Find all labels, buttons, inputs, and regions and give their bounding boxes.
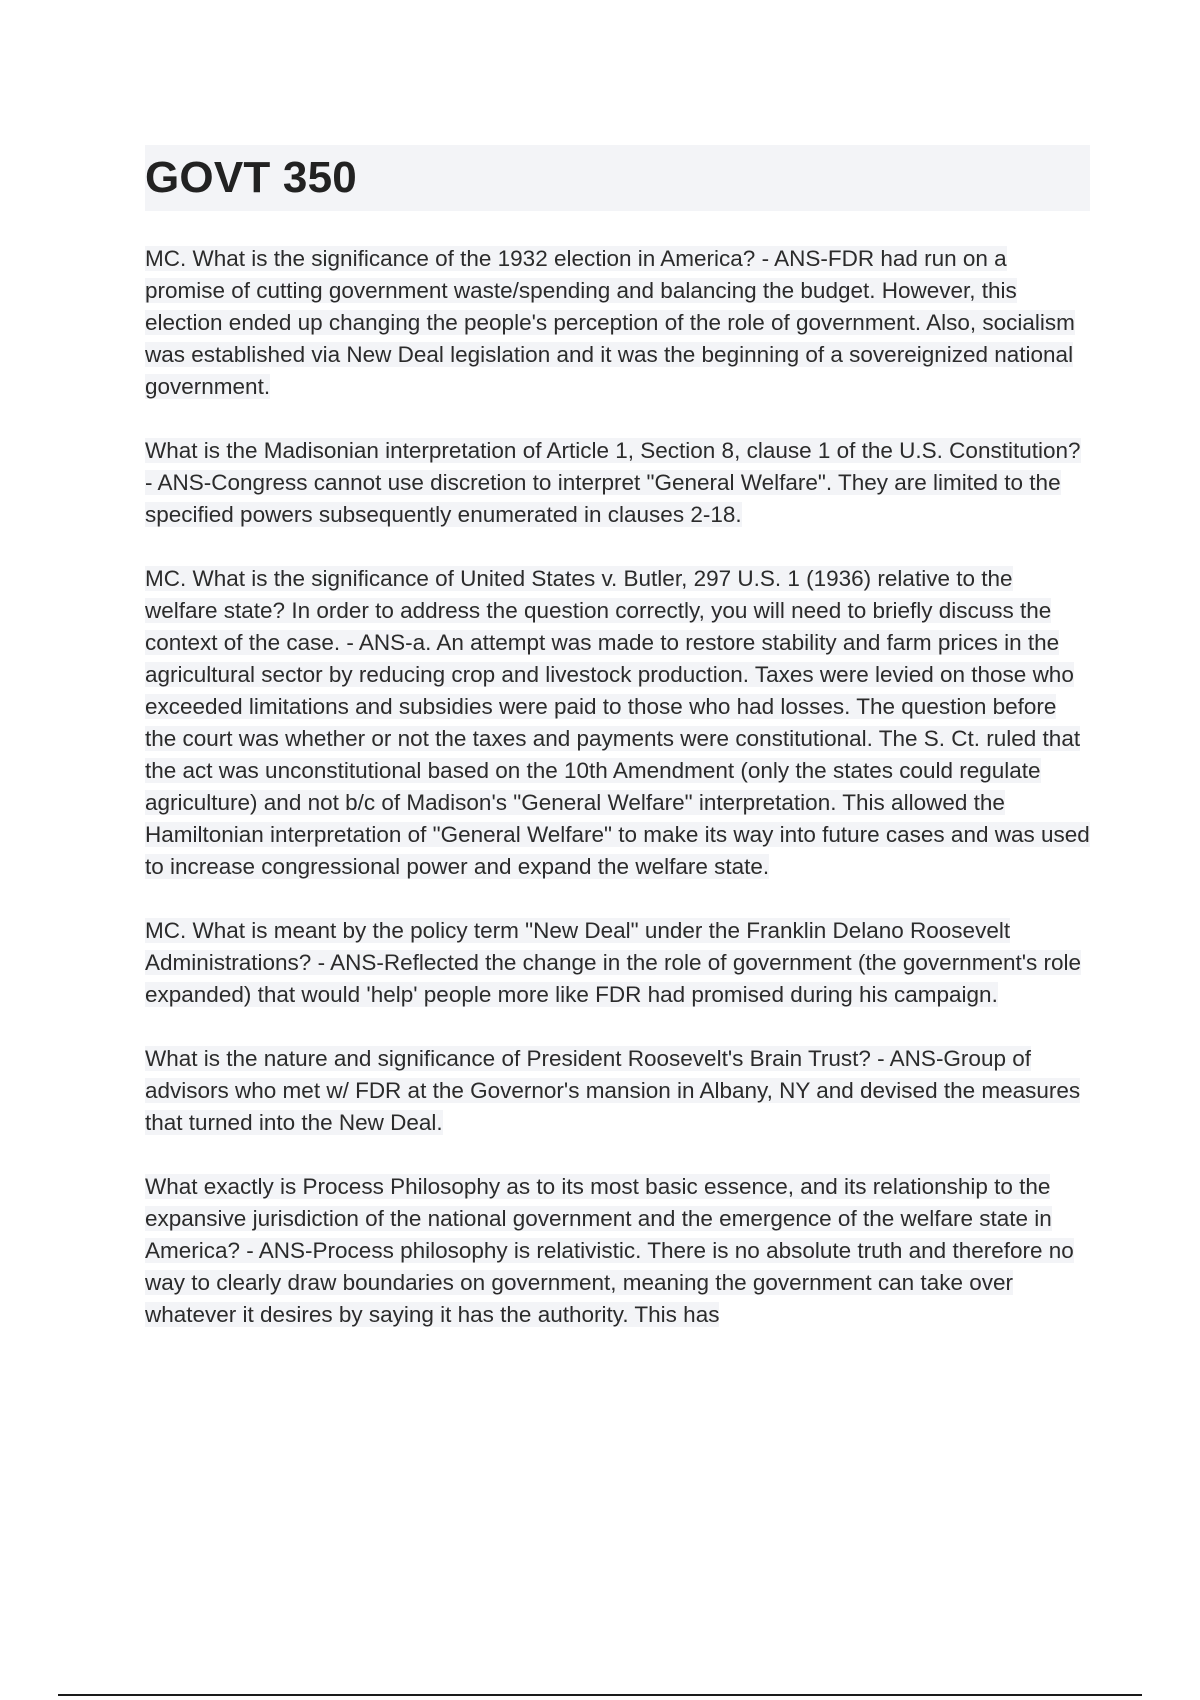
qa-item-us-v-butler	[145, 563, 1090, 883]
title-bar	[145, 145, 1090, 211]
qa-item-madisonian-interpretation	[145, 435, 1090, 531]
document-page	[145, 145, 1090, 1363]
qa-text: What is the Madisonian interpretation of Article 1, Section 8, clause 1 of the U.S. Constitution? - ANS-Congress cannot use discretion to interpret "General Welfare". They are limited to the specified powers subsequently enumerated in clauses 2-18.	[145, 438, 1081, 527]
qa-item-1932-election	[145, 243, 1090, 403]
document-title: GOVT 350	[145, 153, 357, 202]
qa-item-brain-trust	[145, 1043, 1090, 1139]
qa-text: What is the nature and significance of President Roosevelt's Brain Trust? - ANS-Group of advisors who met w/ FDR at the Governor's mansion in Albany, NY and devised the measures that turned into the New Deal.	[145, 1046, 1081, 1135]
qa-text: MC. What is meant by the policy term "New Deal" under the Franklin Delano Roosevelt Administrations? - ANS-Reflected the change in the role of government (the government's role expanded) that would 'help' people more like FDR had promised during his campaign.	[145, 918, 1082, 1007]
qa-text: MC. What is the significance of United States v. Butler, 297 U.S. 1 (1936) relative to the welfare state? In order to address the question correctly, you will need to briefly discuss the context of the case. - ANS-a. An attempt was made to restore stability and farm prices in the agricultural sector by reducing crop and livestock production. Taxes were levied on those who exceeded limitations and subsidies were paid to those who had losses. The question before the court was whether or not the taxes and payments were constitutional. The S. Ct. ruled that the act was unconstitutional based on the 10th Amendment (only the states could regulate agriculture) and not b/c of Madison's "General Welfare" interpretation. This allowed the Hamiltonian interpretation of "General Welfare" to make its way into future cases and was used to increase congressional power and expand the welfare state.	[145, 566, 1090, 879]
qa-item-new-deal	[145, 915, 1090, 1011]
footer-divider	[58, 1694, 1142, 1696]
qa-text: MC. What is the significance of the 1932 election in America? - ANS-FDR had run on a promise of cutting government waste/spending and balancing the budget. However, this election ended up changing the people's perception of the role of government. Also, socialism was established via New Deal legislation and it was the beginning of a sovereignized national government.	[145, 246, 1075, 399]
qa-text: What exactly is Process Philosophy as to its most basic essence, and its relationship to the expansive jurisdiction of the national government and the emergence of the welfare state in America? - ANS-Process philosophy is relativistic. There is no absolute truth and therefore no way to clearly draw boundaries on government, meaning the government can take over whatever it desires by saying it has the authority. This has	[145, 1174, 1074, 1327]
qa-item-process-philosophy	[145, 1171, 1090, 1331]
